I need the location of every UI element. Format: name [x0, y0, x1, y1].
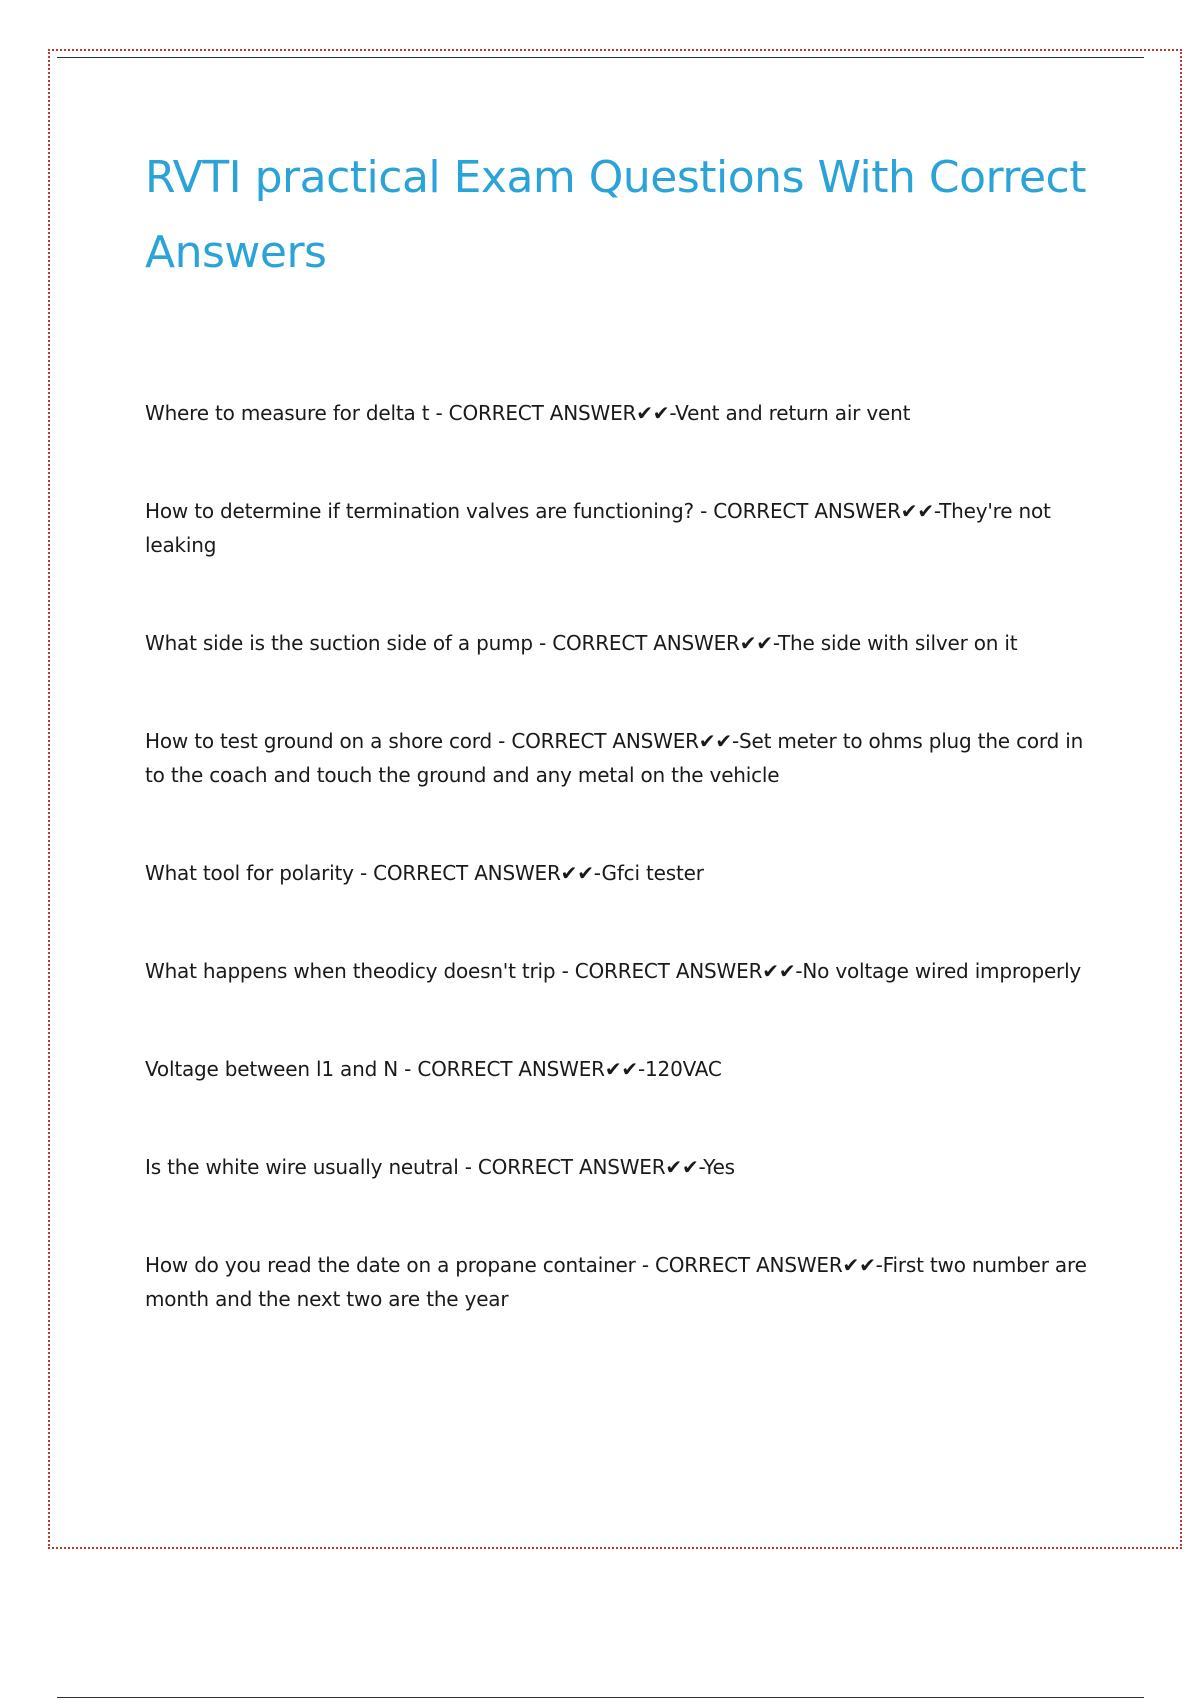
qa-item-4 — [145, 724, 1105, 792]
header-rule — [57, 57, 1144, 58]
qa-item-6 — [145, 954, 1105, 988]
answer-text: 120VAC — [645, 1057, 722, 1081]
answer-text: Vent and return air vent — [675, 401, 911, 425]
question-text: How to test ground on a shore cord — [145, 729, 492, 753]
qa-item-3 — [145, 626, 1105, 660]
question-text: What happens when theodicy doesn't trip — [145, 959, 556, 983]
correct-answer-label: - CORRECT ANSWER✔✔- — [429, 401, 676, 425]
footer-rule — [57, 1697, 1144, 1698]
correct-answer-label: - CORRECT ANSWER✔✔- — [353, 861, 602, 885]
qa-item-7 — [145, 1052, 1105, 1086]
correct-answer-label: - CORRECT ANSWER✔✔- — [458, 1155, 704, 1179]
correct-answer-label: - CORRECT ANSWER✔✔- — [635, 1253, 883, 1277]
question-text: How to determine if termination valves are functioning? — [145, 499, 694, 523]
answer-text: Gfci tester — [601, 861, 704, 885]
correct-answer-label: - CORRECT ANSWER✔✔- — [693, 499, 940, 523]
document-title: RVTI practical Exam Questions With Correct Answers — [145, 152, 1086, 278]
qa-item-9 — [145, 1248, 1105, 1316]
qa-item-1 — [145, 396, 1105, 430]
answer-text: The side with silver on it — [778, 631, 1018, 655]
question-text: What tool for polarity — [145, 861, 354, 885]
answer-text: They're not leaking — [145, 499, 1051, 557]
answer-text: Set meter to ohms plug the cord in to the coach and touch the ground and any metal on the vehicle — [145, 729, 1084, 787]
question-text: How do you read the date on a propane container — [145, 1253, 636, 1277]
question-text: Is the white wire usually neutral — [145, 1155, 459, 1179]
answer-text: No voltage wired improperly — [802, 959, 1082, 983]
question-text: Voltage between l1 and N — [145, 1057, 399, 1081]
qa-item-8 — [145, 1150, 1105, 1184]
answer-text: Yes — [703, 1155, 735, 1179]
question-text: What side is the suction side of a pump — [145, 631, 533, 655]
correct-answer-label: - CORRECT ANSWER✔✔- — [532, 631, 779, 655]
correct-answer-label: - CORRECT ANSWER✔✔- — [491, 729, 739, 753]
qa-item-2 — [145, 494, 1105, 562]
correct-answer-label: - CORRECT ANSWER✔✔- — [398, 1057, 646, 1081]
qa-list — [145, 396, 1105, 1380]
question-text: Where to measure for delta t — [145, 401, 430, 425]
answer-text: First two number are month and the next two are the year — [145, 1253, 1087, 1311]
correct-answer-label: - CORRECT ANSWER✔✔- — [555, 959, 803, 983]
qa-item-5 — [145, 856, 1105, 890]
